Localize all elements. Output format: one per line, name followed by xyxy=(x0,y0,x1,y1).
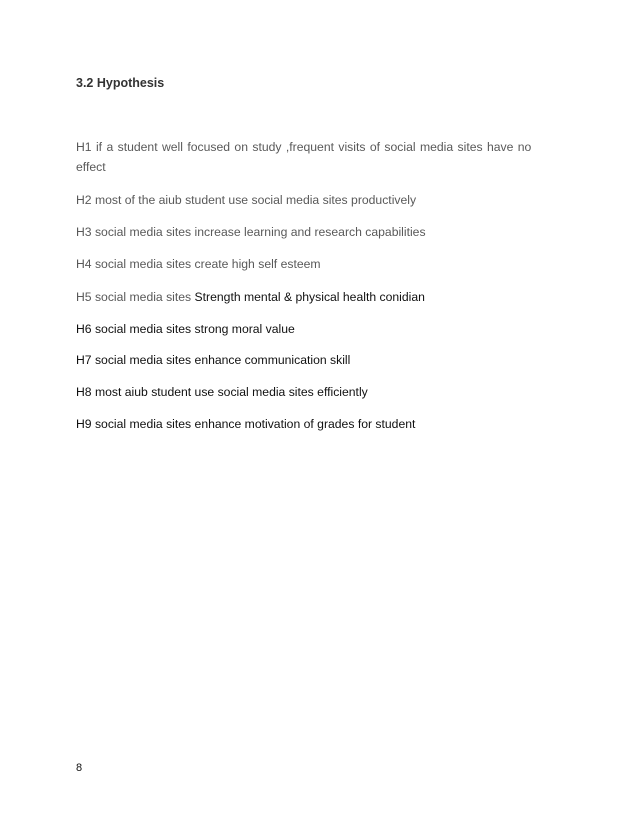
hypothesis-h1-line2: effect xyxy=(76,160,106,174)
hypothesis-h5 xyxy=(76,290,425,304)
hypothesis-h7: H7 social media sites enhance communication skill xyxy=(76,353,351,367)
hypothesis-h9: H9 social media sites enhance motivation of grades for student xyxy=(76,417,416,431)
hypothesis-h6: H6 social media sites strong moral value xyxy=(76,322,295,336)
hypothesis-h8: H8 most aiub student use social media sites efficiently xyxy=(76,385,368,399)
hypothesis-h5-prefix: H5 social media sites xyxy=(76,290,195,304)
hypothesis-h5-suffix: Strength mental & physical health conidian xyxy=(194,290,425,304)
hypothesis-h2: H2 most of the aiub student use social media sites productively xyxy=(76,193,417,207)
hypothesis-h4: H4 social media sites create high self esteem xyxy=(76,257,321,271)
page-number: 8 xyxy=(76,762,83,774)
section-heading: 3.2 Hypothesis xyxy=(76,76,165,90)
hypothesis-h3: H3 social media sites increase learning and research capabilities xyxy=(76,225,426,239)
hypothesis-h1-line1: H1 if a student well focused on study ,frequent visits of social media sites have no xyxy=(76,140,532,154)
